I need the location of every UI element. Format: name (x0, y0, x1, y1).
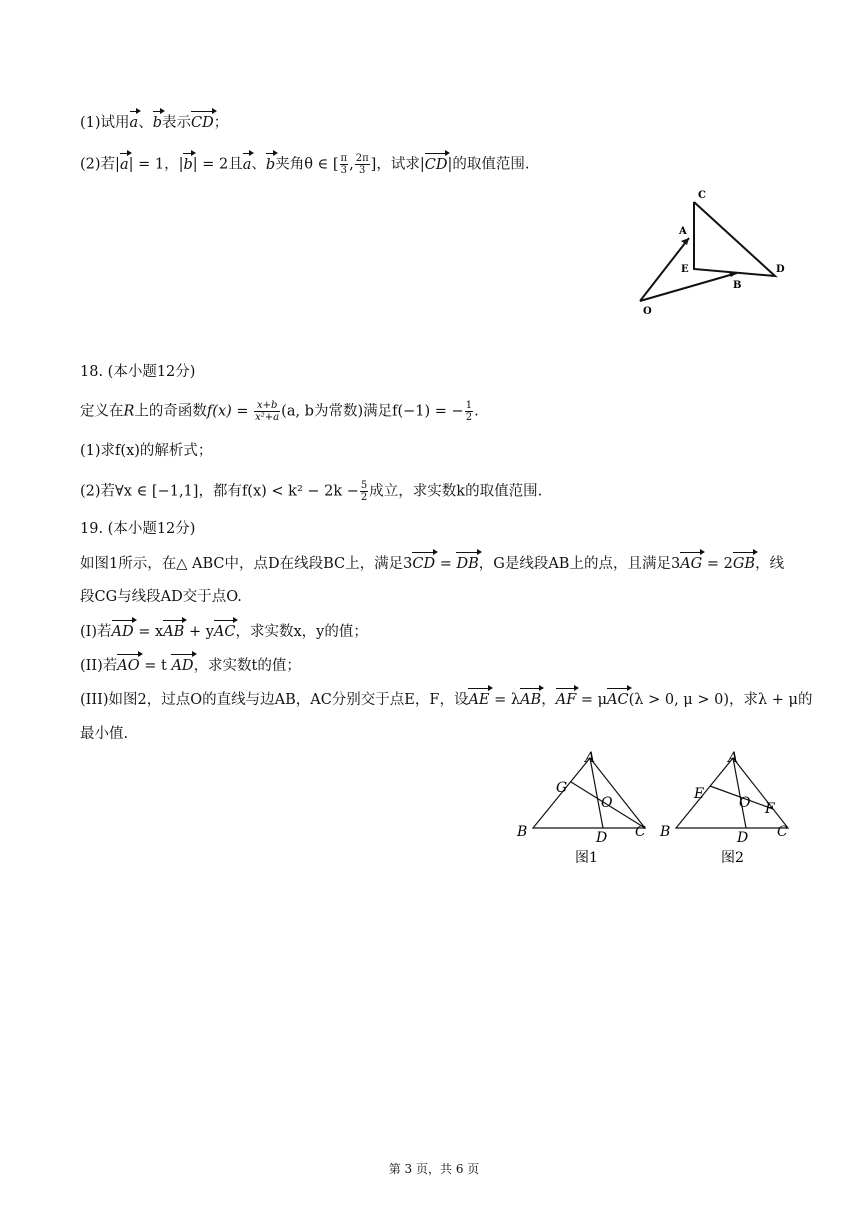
q19-text: 如图1所示，在△ ABC中，点D在线段BC上，满足3 (80, 556, 413, 572)
vector-ad: AD (171, 658, 194, 674)
q18-def-text: 定义在 (80, 403, 124, 420)
label-c: C (777, 824, 788, 840)
label-g: G (556, 780, 568, 796)
vector-ao: AO (117, 658, 140, 674)
vector-ae: AE (468, 692, 490, 708)
label-d: D (596, 830, 608, 846)
vector-ad: AD (111, 624, 134, 640)
q17-p1-text: (1)试用 (80, 115, 130, 131)
figure-1 (516, 750, 646, 866)
q17-p2-text: | = 2且 (192, 156, 243, 173)
frac-den: 3 (340, 165, 348, 176)
fraction-2pi-3 (355, 153, 370, 176)
label-a: A (585, 750, 596, 766)
vector-ac: AC (213, 624, 236, 640)
q19-text: = (435, 556, 457, 572)
q19-text: (I)若 (80, 624, 112, 640)
vector-b: b (265, 156, 276, 173)
q18-part2 (80, 480, 542, 503)
frac-num: 2π (355, 153, 369, 164)
label-f: F (765, 801, 775, 817)
q18-p2-text: 成立，求实数k的取值范围. (369, 483, 543, 500)
separator: 、 (138, 115, 153, 131)
vector-a: a (119, 156, 129, 173)
frac-num: x+b (254, 400, 280, 412)
q19-text: = 2 (702, 556, 733, 572)
q19-text: ，G是线段AB上的点，且满足3 (478, 556, 681, 572)
vector-ab: AB (520, 692, 542, 708)
q17-p2-text: ]，试求| (370, 156, 425, 173)
figure-1-caption: 图1 (575, 850, 598, 866)
vector-b: b (152, 115, 162, 131)
label-a: A (679, 226, 687, 237)
label-o: O (601, 795, 613, 811)
frac-den: 2 (465, 412, 473, 423)
q19-stem-line2: 段CG与线段AD交于点O. (80, 589, 242, 605)
vector-cd: CD (424, 156, 448, 173)
q18-part1: (1)求f(x)的解析式； (80, 443, 213, 459)
q19-part1 (80, 622, 368, 642)
q17-part2: (2)若|a| = 1，|b| = 2且a、b夹角θ ∈ [ $\frac{\pi}{3}$ , $\frac{2\pi}{3}$ ]，试求|CD|的取值范围. (80, 153, 530, 176)
vector-a: a (242, 156, 252, 173)
q17-p2-text: |的取值范围. (447, 156, 530, 173)
q17-figure (630, 180, 790, 320)
fraction-pi-3 (340, 153, 349, 176)
q19-figures (505, 745, 795, 870)
vector-ag: AG (680, 556, 703, 572)
figure-2 (659, 750, 788, 866)
q19-text: = λ (489, 692, 521, 708)
q18-definition (80, 400, 479, 423)
label-d: D (776, 264, 785, 275)
fraction-function (254, 400, 280, 423)
q18-def-text: (a, b为常数)满足f(−1) = − (281, 403, 464, 420)
label-b: B (517, 824, 528, 840)
frac-num: 5 (360, 480, 368, 491)
frac-num: π (340, 153, 348, 164)
label-c: C (698, 190, 706, 201)
q19-text: ，求实数t的值； (193, 658, 301, 674)
label-e: E (681, 264, 689, 275)
q18-def-text: 上的奇函数 (134, 403, 207, 420)
vector-cd: CD (191, 115, 214, 131)
q17-p2-text: 夹角θ ∈ [ (275, 156, 339, 173)
vector-a: a (129, 115, 139, 131)
vector-gb: GB (732, 556, 756, 572)
vector-db: DB (456, 556, 479, 572)
q19-text: = μ (576, 692, 608, 708)
vector-b: b (183, 156, 193, 173)
vector-ac: AC (607, 692, 629, 708)
vector-af: AF (555, 692, 577, 708)
q18-p2-text: (2)若∀x ∈ [−1,1]，都有f(x) < k² − 2k − (80, 483, 359, 500)
label-o: O (643, 306, 652, 317)
q19-text: + y (184, 624, 214, 640)
q17-p1-text: 表示 (162, 115, 191, 131)
q19-part2 (80, 656, 301, 676)
q17-part1 (80, 113, 228, 133)
figure-2-caption: 图2 (721, 850, 744, 866)
frac-num: 1 (465, 400, 473, 411)
fraction-half (465, 400, 473, 423)
q17-p2-text: | = 1，| (128, 156, 184, 173)
label-b: B (660, 824, 671, 840)
label-c: C (635, 824, 646, 840)
q17-p1-end: ； (213, 115, 229, 131)
q19-text: (III)如图2，过点O的直线与边AB，AC分别交于点E，F，设 (80, 692, 469, 708)
q19-text: ，线 (755, 556, 785, 572)
label-a: A (728, 750, 739, 766)
q19-text: (II)若 (80, 658, 118, 674)
q19-part3-line2: 最小值. (80, 726, 129, 742)
vector-cd: CD (412, 556, 436, 572)
label-b: B (733, 280, 742, 291)
separator: 、 (251, 156, 266, 173)
label-d: D (737, 830, 749, 846)
frac-den: 3 (359, 165, 366, 176)
q19-stem-line1 (80, 554, 784, 574)
q18-title: 18. (本小题12分) (80, 364, 196, 380)
frac-den: x²+a (255, 412, 280, 423)
q19-text: = t (139, 658, 172, 674)
q17-p2-text: (2)若| (80, 156, 120, 173)
page-footer: 第 3 页，共 6 页 (388, 1162, 480, 1176)
q19-part3 (80, 690, 812, 710)
vector-ab: AB (163, 624, 185, 640)
q19-text: = x (133, 624, 164, 640)
frac-den: 2 (360, 492, 368, 503)
q19-title: 19. (本小题12分) (80, 521, 196, 537)
q19-text: ，求实数x，y的值； (235, 624, 368, 640)
function-f: f(x) = (206, 403, 254, 420)
label-o: O (739, 795, 751, 811)
label-e: E (694, 786, 705, 802)
q19-text: (λ > 0, μ > 0)，求λ + μ的 (628, 692, 813, 708)
set-r: R (123, 403, 135, 420)
fraction-5-2 (360, 480, 368, 503)
q19-text: ， (541, 692, 556, 708)
q18-def-end: . (474, 403, 479, 420)
